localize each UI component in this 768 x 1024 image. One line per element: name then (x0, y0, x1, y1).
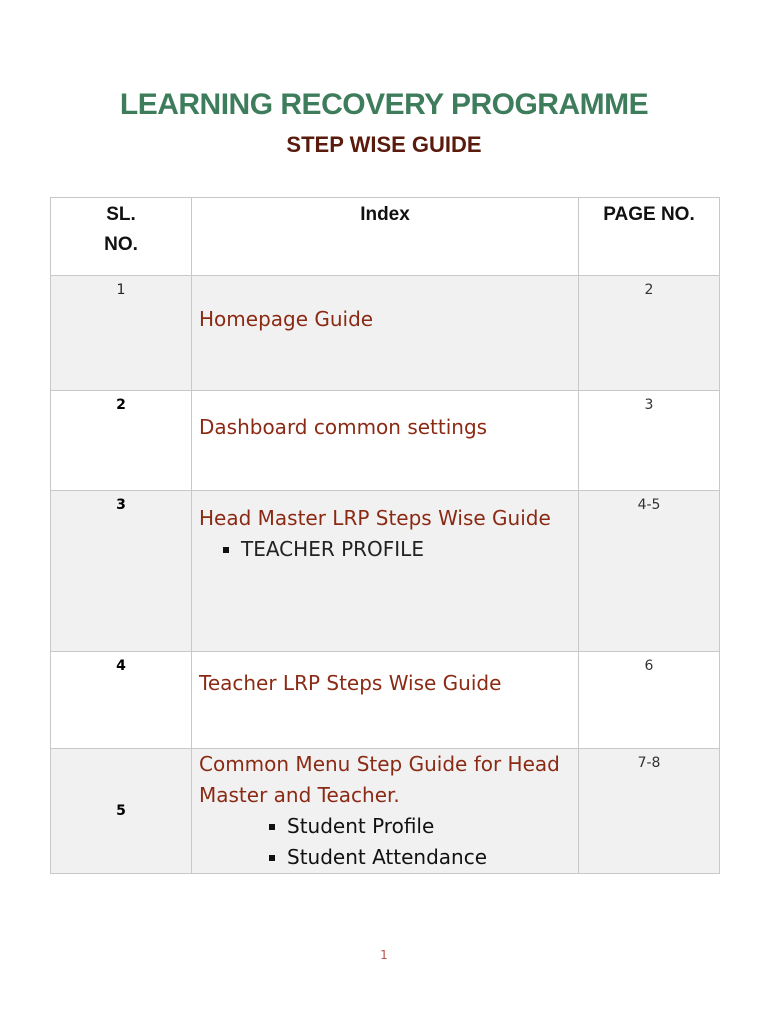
sub-item (269, 811, 572, 842)
index-entry (192, 491, 579, 652)
sub-item (269, 842, 572, 873)
sub-item-list (199, 811, 572, 873)
page-number: 7-8 (579, 749, 720, 874)
sl-number: 5 (51, 749, 192, 874)
header-sl-label: SL. NO. (104, 204, 138, 255)
index-entry-title: Teacher LRP Steps Wise Guide (199, 671, 502, 695)
document-title: LEARNING RECOVERY PROGRAMME (119, 88, 649, 121)
sub-item-label: Student Profile (287, 814, 435, 838)
sl-number: 2 (51, 391, 192, 491)
table-row (51, 491, 720, 652)
index-entry-title: Dashboard common settings (199, 415, 488, 439)
page-number: 2 (579, 276, 720, 391)
sl-number: 4 (51, 652, 192, 749)
square-bullet-icon (269, 824, 275, 830)
index-entry (192, 749, 579, 874)
page-footer-number: 1 (380, 948, 388, 962)
table-header-row (51, 198, 720, 276)
sub-item-list (199, 534, 572, 565)
sub-item-label: TEACHER PROFILE (241, 537, 424, 561)
page-number: 4-5 (579, 491, 720, 652)
table-row (51, 652, 720, 749)
table-row (51, 276, 720, 391)
square-bullet-icon (223, 547, 229, 553)
header-sl-no (51, 198, 192, 276)
index-entry-title: Homepage Guide (199, 307, 374, 331)
sub-item (223, 534, 572, 565)
index-entry (192, 652, 579, 749)
index-entry (192, 276, 579, 391)
sl-number: 3 (51, 491, 192, 652)
page-number: 3 (579, 391, 720, 491)
index-entry-title: Head Master LRP Steps Wise Guide (199, 506, 551, 530)
square-bullet-icon (269, 855, 275, 861)
header-index: Index (192, 198, 579, 276)
page-number: 6 (579, 652, 720, 749)
header-page-no: PAGE NO. (579, 198, 720, 276)
table-row (51, 391, 720, 491)
index-table (50, 197, 720, 874)
sl-number: 1 (51, 276, 192, 391)
index-entry (192, 391, 579, 491)
table-row (51, 749, 720, 874)
sub-item-label: Student Attendance (287, 845, 488, 869)
index-entry-title: Common Menu Step Guide for Head Master and Teacher. (199, 752, 560, 807)
document-subtitle: STEP WISE GUIDE (286, 132, 482, 157)
